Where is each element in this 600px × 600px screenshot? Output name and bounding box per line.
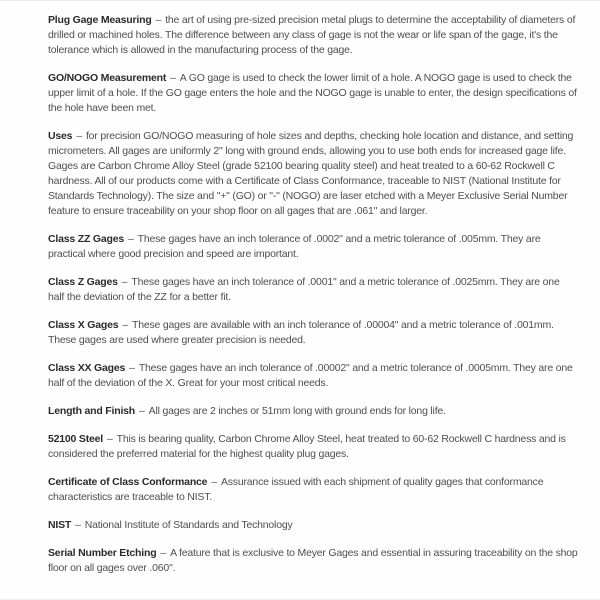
glossary-definition: All gages are 2 inches or 51mm long with ground ends for long life. bbox=[148, 405, 446, 417]
term-separator: – bbox=[160, 547, 167, 559]
term-separator: – bbox=[121, 276, 128, 288]
term-separator: – bbox=[155, 14, 162, 26]
term-separator: – bbox=[170, 72, 176, 84]
glossary-definition: for precision GO/NOGO measuring of hole sizes and depths, checking hole location and distance, and setting micrometers. All gages are uniformly 2" long with ground ends, allowing you to use both ends for increased gage life. Gages are Carbon Chrome Alloy Steel (grade 52100 bearing quality steel) and heat treated to a 60-62 Rockwell C hardness. All of our products come with a Certificate of Class Conformance, traceable to NIST (National Institute for Standards Technology). The size and "+" (GO) or "-" (NOGO) are laser etched with a Meyer Exclusive Serial Number feature to ensure traceability on your shop floor on all gages that are .061" and larger. bbox=[48, 130, 574, 217]
glossary-definition: These gages have an inch tolerance of .0001" and a metric tolerance of .0025mm. They are one half the deviation of the ZZ for a better fit. bbox=[48, 276, 560, 303]
term-separator: – bbox=[139, 405, 145, 417]
term-separator: – bbox=[76, 130, 82, 142]
glossary-term: 52100 Steel bbox=[48, 433, 104, 445]
glossary-term: Certificate of Class Conformance bbox=[48, 476, 208, 488]
term-separator: – bbox=[211, 476, 217, 488]
glossary-term: Length and Finish bbox=[48, 405, 136, 417]
glossary-entry bbox=[48, 275, 578, 305]
glossary-entry bbox=[48, 71, 578, 116]
glossary-term: NIST bbox=[48, 519, 72, 531]
glossary-definition: the art of using pre-sized precision metal plugs to determine the acceptability of diameters of drilled or machined holes. The difference between any class of gage is not the wear or life span of the gage, it's the tolerance which is allowed in the manufacturing process of the gage. bbox=[48, 14, 576, 56]
glossary-entry bbox=[48, 518, 578, 533]
glossary-definition: National Institute of Standards and Technology bbox=[84, 519, 293, 531]
glossary-definition: A GO gage is used to check the lower limit of a hole. A NOGO gage is used to check the upper limit of a hole. If the GO gage enters the hole and the NOGO gage is unable to enter, the design specifications of the hole have been met. bbox=[48, 72, 577, 114]
term-separator: – bbox=[129, 362, 135, 374]
glossary-definition: This is bearing quality, Carbon Chrome Alloy Steel, heat treated to 60-62 Rockwell C hardness and is considered the preferred material for the highest quality plug gages. bbox=[48, 433, 566, 460]
glossary-definition: A feature that is exclusive to Meyer Gages and essential in assuring traceability on the shop floor on all gages over .060". bbox=[48, 547, 578, 574]
term-separator: – bbox=[75, 519, 81, 531]
glossary-entry bbox=[48, 404, 578, 419]
glossary-entry bbox=[48, 318, 578, 348]
glossary-entry bbox=[48, 432, 578, 462]
glossary-definition: Assurance issued with each shipment of quality gages that conformance characteristics are traceable to NIST. bbox=[48, 476, 544, 503]
glossary-definition: These gages have an inch tolerance of .0002" and a metric tolerance of .005mm. They are practical where good precision and speed are important. bbox=[48, 233, 541, 260]
glossary-entry bbox=[48, 546, 578, 576]
glossary-term: Uses bbox=[48, 130, 73, 142]
glossary-definition: These gages have an inch tolerance of .00002" and a metric tolerance of .0005mm. They are one half of the deviation of the X. Great for your most critical needs. bbox=[48, 362, 573, 389]
glossary-entry bbox=[48, 475, 578, 505]
term-separator: – bbox=[127, 233, 134, 245]
glossary-entry bbox=[48, 13, 578, 58]
glossary-term: Class Z Gages bbox=[48, 276, 118, 288]
glossary-term: Class ZZ Gages bbox=[48, 233, 124, 245]
glossary-definition: These gages are available with an inch tolerance of .00004" and a metric tolerance of .001mm. These gages are used where greater precision is needed. bbox=[48, 319, 554, 346]
glossary-term: GO/NOGO Measurement bbox=[48, 72, 167, 84]
glossary-term: Plug Gage Measuring bbox=[48, 14, 152, 26]
term-separator: – bbox=[107, 433, 113, 445]
glossary-term: Class X Gages bbox=[48, 319, 119, 331]
glossary-entry bbox=[48, 361, 578, 391]
glossary-term: Serial Number Etching bbox=[48, 547, 157, 559]
glossary-entry bbox=[48, 232, 578, 262]
glossary-content bbox=[48, 13, 578, 576]
glossary-entry bbox=[48, 129, 578, 219]
term-separator: – bbox=[122, 319, 128, 331]
glossary-term: Class XX Gages bbox=[48, 362, 126, 374]
